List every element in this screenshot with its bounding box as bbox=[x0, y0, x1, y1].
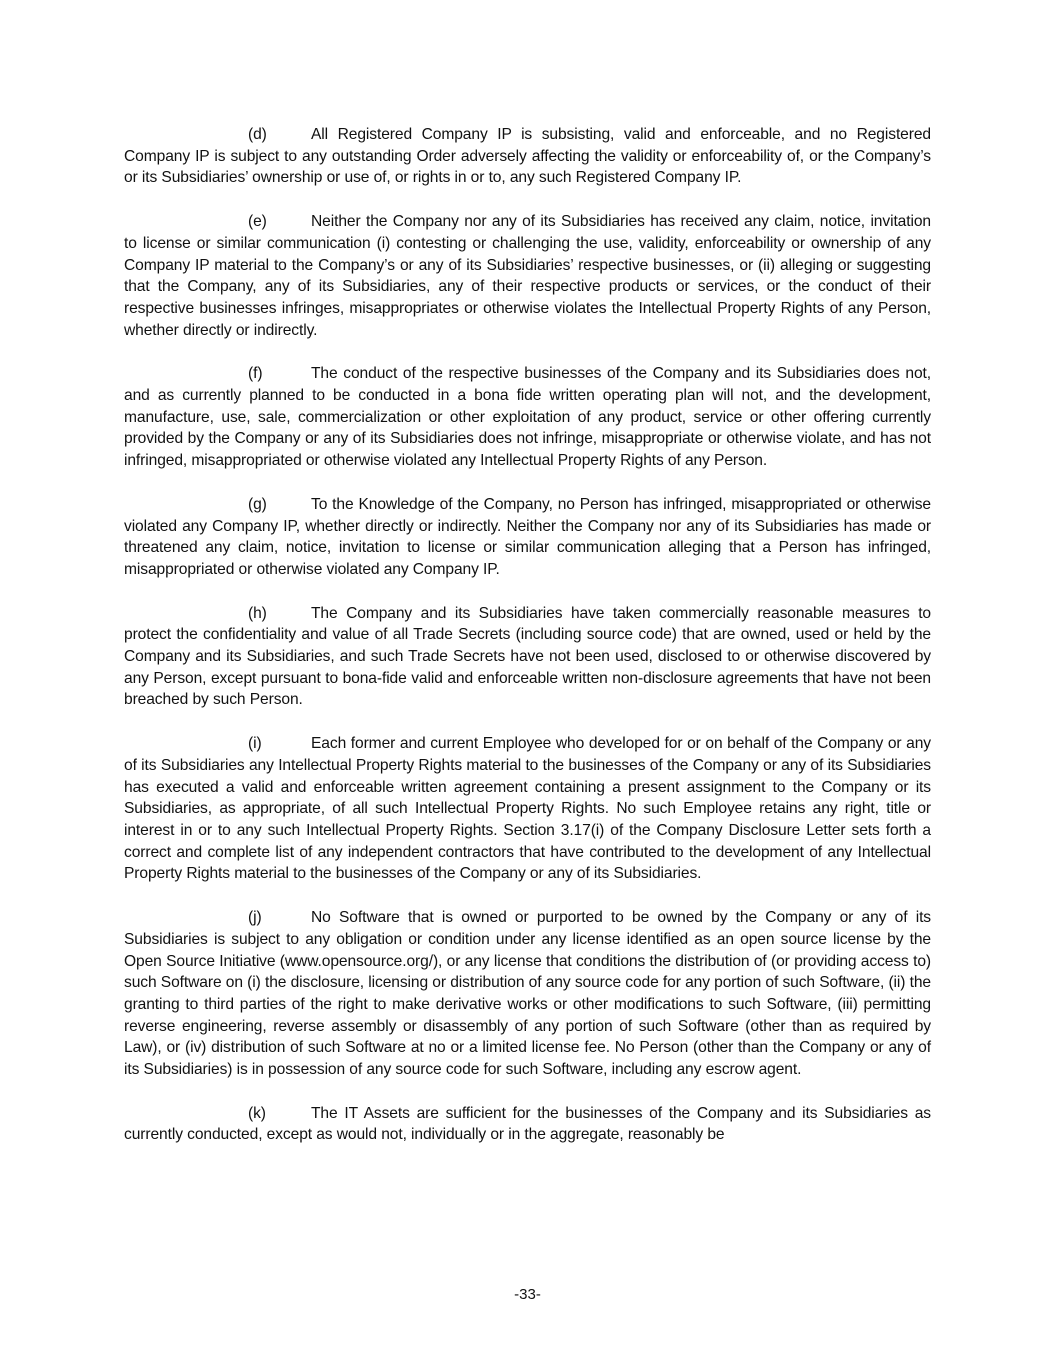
paragraph-label: (e) bbox=[248, 213, 267, 231]
paragraph-text: No Software that is owned or purported to be owned by the Company or any of its Subsidiaries is subject to any obligation or condition under any license identified as an open source license by the Open Source Initiative (www.opensource.org/), or any license that conditions the distribution of (or providing access to) such Software on (i) the disclosure, licensing or distribution of any source code for any portion of such Software, (ii) the granting to third parties of the right to make derivative works or other modifications to such Software, (iii) permitting reverse engineering, reverse assembly or disassembly of any portion of such Software (other than as required by Law), or (iv) distribution of such Software at no or a limited license fee. No Person (other than the Company or any of its Subsidiaries) is in possession of any source code for such Software, including any escrow agent. bbox=[124, 909, 931, 1079]
page-number: -33- bbox=[514, 1286, 541, 1303]
paragraph-text: All Registered Company IP is subsisting, valid and enforceable, and no Registered Company IP is subject to any outstanding Order adversely affecting the validity or enforceability of, or the Company’s or its Subsidiaries’ ownership or use of, or rights in or to, any such Registered Company IP. bbox=[124, 126, 931, 187]
paragraph-text: The IT Assets are sufficient for the businesses of the Company and its Subsidiaries as currently conducted, except as would not, individually or in the aggregate, reasonably be bbox=[124, 1104, 931, 1144]
paragraph-label: (g) bbox=[248, 495, 267, 513]
paragraph-f bbox=[124, 363, 931, 472]
document-body bbox=[124, 124, 931, 1168]
paragraph-label: (i) bbox=[248, 735, 262, 753]
paragraph-g bbox=[124, 494, 931, 581]
paragraph-text: Each former and current Employee who developed for or on behalf of the Company or any of its Subsidiaries any Intellectual Property Rights material to the businesses of the Company or any of its Subsidiaries has executed a valid and enforceable written agreement containing a present assignment to the Company or its Subsidiaries, as appropriate, of all such Intellectual Property Rights. No such Employee retains any right, title or interest in or to any such Intellectual Property Rights. Section 3.17(i) of the Company Disclosure Letter sets forth a correct and complete list of any independent contractors that have contributed to the development of any Intellectual Property Rights material to the businesses of the Company or any of its Subsidiaries. bbox=[124, 735, 931, 883]
paragraph-text: The conduct of the respective businesses of the Company and its Subsidiaries does not, and as currently planned to be conducted in a bona fide written operating plan will not, and the development, manufacture, use, sale, commercialization or other exploitation of any product, service or other offering currently provided by the Company or any of its Subsidiaries does not infringe, misappropriate or otherwise violate, and has not infringed, misappropriated or otherwise violated any Intellectual Property Rights of any Person. bbox=[124, 365, 931, 470]
paragraph-k bbox=[124, 1103, 931, 1146]
paragraph-d bbox=[124, 124, 931, 189]
paragraph-i bbox=[124, 733, 931, 885]
paragraph-label: (h) bbox=[248, 604, 267, 622]
paragraph-label: (f) bbox=[248, 365, 263, 383]
paragraph-label: (k) bbox=[248, 1104, 266, 1122]
paragraph-text: The Company and its Subsidiaries have taken commercially reasonable measures to protect the confidentiality and value of all Trade Secrets (including source code) that are owned, used or held by the Company and its Subsidiaries, and such Trade Secrets have not been used, disclosed to or otherwise discovered by any Person, except pursuant to bona-fide valid and enforceable written non-disclosure agreements that have not been breached by such Person. bbox=[124, 604, 931, 709]
paragraph-text: Neither the Company nor any of its Subsidiaries has received any claim, notice, invitation to license or similar communication (i) contesting or challenging the use, validity, enforceability or ownership of any Company IP material to the Company’s or any of its Subsidiaries’ respective businesses, or (ii) alleging or suggesting that the Company, any of its Subsidiaries, any of their respective products or services, or the conduct of their respective businesses infringes, misappropriates or otherwise violates the Intellectual Property Rights of any Person, whether directly or indirectly. bbox=[124, 213, 931, 339]
paragraph-label: (j) bbox=[248, 909, 262, 927]
paragraph-j bbox=[124, 907, 931, 1081]
paragraph-h bbox=[124, 603, 931, 712]
paragraph-label: (d) bbox=[248, 126, 267, 143]
paragraph-text: To the Knowledge of the Company, no Person has infringed, misappropriated or otherwise violated any Company IP, whether directly or indirectly. Neither the Company nor any of its Subsidiaries has made or threatened any claim, notice, invitation to license or similar communication alleging that a Person has infringed, misappropriated or otherwise violated any Company IP. bbox=[124, 495, 931, 578]
paragraph-e bbox=[124, 211, 931, 341]
